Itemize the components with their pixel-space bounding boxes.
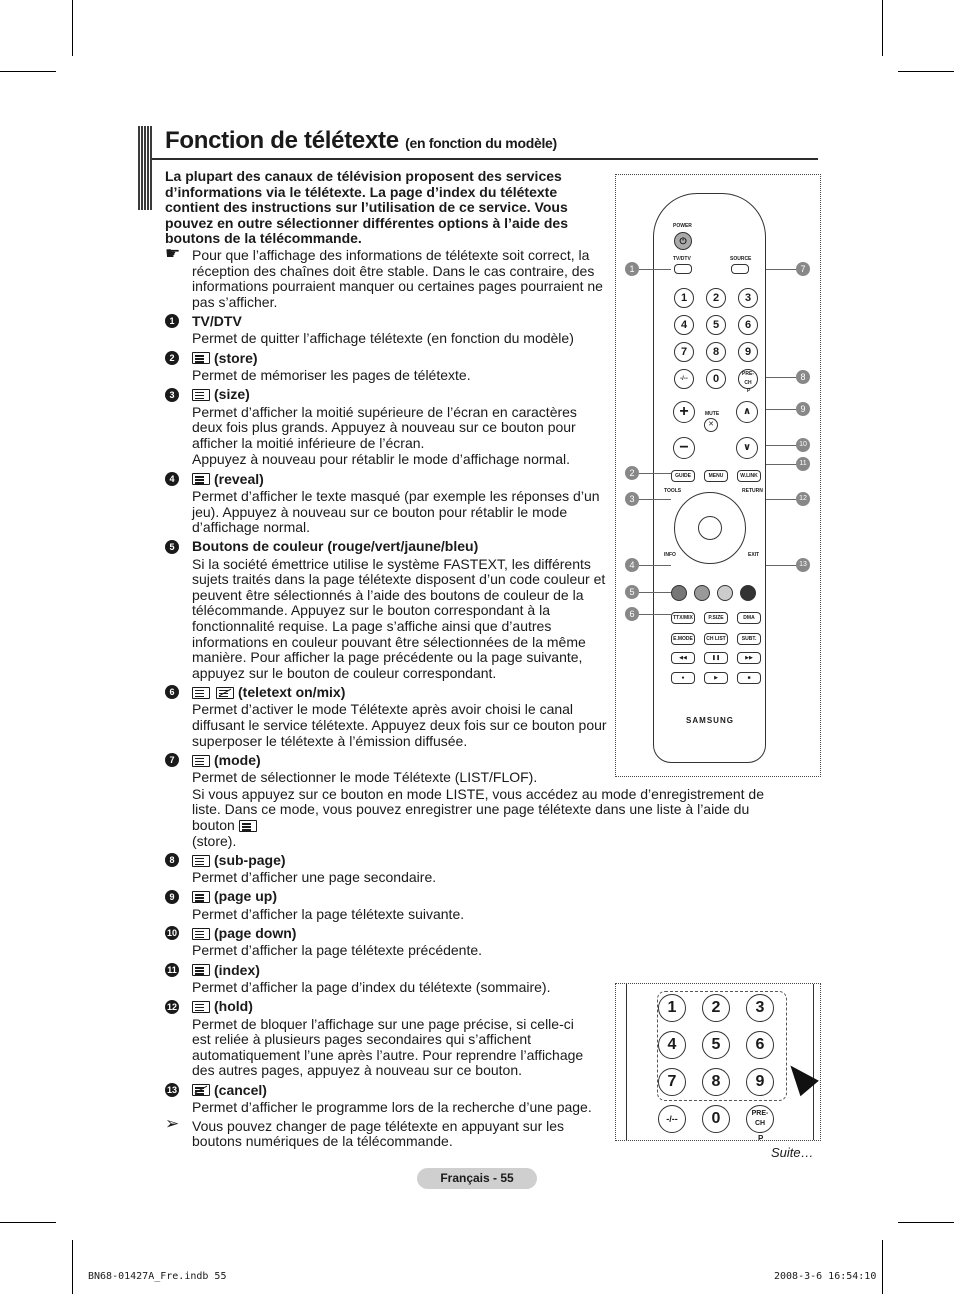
number-key: 9 [746, 1068, 774, 1096]
note [165, 243, 610, 310]
item-heading [192, 471, 610, 488]
number-button: 5 [706, 315, 726, 335]
page-up-icon [192, 891, 210, 903]
item-desc: Permet de sélectionner le mode Télétexte (LIST/FLOF). [192, 769, 538, 786]
number-key: 6 [746, 1031, 774, 1059]
callout-5: 5 [625, 585, 639, 599]
callout-3: 3 [625, 492, 639, 506]
callout-line [766, 269, 796, 270]
sub-page-icon [192, 855, 210, 867]
item-desc-2: Appuyez à nouveau pour rétablir le mode d’affichage normal. [192, 451, 570, 468]
item-label: (teletext on/mix) [238, 684, 346, 701]
item-number: 4 [165, 472, 179, 486]
number-key: 3 [746, 994, 774, 1022]
callout-4: 4 [625, 558, 639, 572]
crop-mark [882, 0, 883, 56]
item-heading [192, 539, 610, 556]
chevron-down-icon: ∨ [742, 442, 752, 453]
item-label: (page down) [214, 925, 297, 942]
psize-button: P.SIZE [704, 612, 728, 624]
item-desc: Permet d’afficher le texte masqué (par exemple les réponses d’un jeu). Appuyez à nouveau sur ce bouton pour rétablir le mode d’affichage normal. [192, 487, 600, 536]
item-page-up [165, 889, 610, 923]
emode-button: E.MODE [671, 633, 695, 645]
callout-7: 7 [796, 262, 810, 276]
callout-1: 1 [625, 262, 639, 276]
yellow-button [717, 585, 733, 601]
item-desc: Si la société émettrice utilise le système FASTEXT, les différents sujets traités dans la page télétexte disposent d’un code couleur et peuvent être sélectionnés à l’aide des boutons de couleur de la télécommande. Appuyez sur le bouton correspondant à la fonctionnalité requise. La page s’affiche ainsi que d’autres informations en couleur pouvant être sélectionnées de la même manière. Pour afficher la page précédente ou la page suivante, appuyez sur le bouton de couleur correspondant. [192, 555, 606, 681]
number-key: 5 [702, 1031, 730, 1059]
record-button [671, 672, 695, 684]
callout-13: 13 [796, 558, 810, 572]
exit-label: EXIT [748, 552, 760, 558]
number-key: 2 [702, 994, 730, 1022]
item-number: 7 [165, 753, 179, 767]
number-button: 0 [706, 369, 726, 389]
item-label: (mode) [214, 751, 261, 768]
callout-line [766, 445, 796, 446]
mute-icon: ✕ [708, 421, 714, 428]
item-teletext-mix [165, 684, 610, 749]
number-button: 6 [738, 315, 758, 335]
item-number: 13 [166, 1084, 177, 1095]
stop-button [737, 672, 761, 684]
number-button: 7 [674, 342, 694, 362]
item-hold [165, 999, 610, 1079]
item-desc-2 [192, 787, 795, 849]
mute-label: MUTE [705, 411, 720, 417]
number-key: 4 [658, 1031, 686, 1059]
callout-line [639, 473, 671, 474]
power-label: POWER [673, 223, 692, 229]
callout-line [639, 499, 671, 500]
item-label: (index) [214, 961, 260, 978]
item-number: 12 [166, 1001, 177, 1012]
subt-button: SUBT. [737, 633, 761, 645]
number-key: 1 [658, 994, 686, 1022]
prech-key: PRE-CH [746, 1105, 774, 1133]
rewind-button [671, 652, 695, 664]
number-button: 9 [738, 342, 758, 362]
item-number: 11 [165, 963, 179, 977]
callout-9: 9 [796, 402, 810, 416]
number-key: 8 [702, 1068, 730, 1096]
item-desc-2-text: Si vous appuyez sur ce bouton en mode LISTE, vous accédez au mode d’enregistrement de liste. Dans ce mode, vous pouvez enregistrer une page télétexte dans une liste à l’aide du bouton [192, 785, 765, 833]
item-heading [192, 1082, 610, 1099]
record-icon: ● [681, 675, 685, 681]
tvdtv-button [674, 264, 692, 274]
item-heading [192, 387, 610, 404]
item-number: 1 [165, 314, 179, 328]
item-desc: Permet d’afficher la page télétexte suivante. [192, 905, 465, 922]
item-desc: Permet d’afficher la page télétexte précédente. [192, 942, 483, 959]
print-date-info: 2008-3-6 16:54:10 [774, 1271, 877, 1282]
green-button [694, 585, 710, 601]
item-label: (sub-page) [214, 851, 286, 868]
item-label: TV/DTV [192, 313, 242, 330]
item-desc: Permet de mémoriser les pages de télétexte. [192, 366, 471, 383]
item-heading [192, 925, 610, 942]
chevron-up-icon: ∧ [742, 406, 752, 417]
item-store [165, 350, 610, 384]
cancel-icon [192, 1084, 210, 1096]
page-title [165, 127, 557, 155]
number-key: 7 [658, 1068, 686, 1096]
source-label: SOURCE [730, 256, 752, 262]
callout-line [639, 565, 671, 566]
pause-button [704, 652, 728, 664]
callout-line [766, 409, 796, 410]
crop-mark [72, 1240, 73, 1294]
mute-button [704, 418, 718, 432]
blue-button [740, 585, 756, 601]
title-bar-decoration [138, 126, 152, 210]
stop-icon: ■ [747, 675, 751, 681]
number-key: 0 [702, 1105, 730, 1133]
pause-icon: ❚❚ [711, 655, 721, 661]
item-desc: Permet de quitter l’affichage télétexte (en fonction du modèle) [192, 330, 574, 347]
prech-button: PRE-CH [738, 369, 758, 389]
item-desc: Permet d’afficher la page d’index du télétexte (sommaire). [192, 978, 551, 995]
number-button: 4 [674, 315, 694, 335]
play-icon: ▶ [714, 675, 718, 681]
item-number: 3 [165, 388, 179, 402]
callout-line [766, 377, 796, 378]
crop-mark [882, 1240, 883, 1294]
title-subtitle: (en fonction du modèle) [405, 135, 557, 151]
item-label: (cancel) [214, 1081, 267, 1098]
item-tvdtv [165, 313, 610, 347]
title-rule [152, 158, 818, 160]
samsung-logo: SAMSUNG [686, 716, 734, 725]
power-icon: ⏻ [679, 236, 687, 246]
number-button: 8 [706, 342, 726, 362]
reveal-icon [192, 473, 210, 485]
volume-down-button: − [673, 437, 695, 459]
remote-control [653, 193, 766, 763]
tools-label: TOOLS [664, 488, 682, 494]
callout-line [766, 565, 796, 566]
callout-12: 12 [796, 492, 810, 506]
item-heading [192, 313, 610, 330]
item-heading [192, 350, 610, 367]
print-file-info: BN68-01427A_Fre.indb 55 [88, 1271, 227, 1282]
page-down-icon [192, 928, 210, 940]
item-number: 2 [165, 351, 179, 365]
item-desc-3-text: (store). [192, 832, 237, 849]
crop-mark [0, 1222, 56, 1223]
item-label: Boutons de couleur (rouge/vert/jaune/bleu) [192, 538, 479, 555]
callout-10: 10 [796, 438, 810, 452]
item-label: (size) [214, 386, 250, 403]
item-heading [192, 852, 610, 869]
tvdtv-label: TV/DTV [673, 256, 691, 262]
item-heading [192, 684, 610, 701]
menu-button: MENU [704, 470, 728, 482]
store-icon [192, 352, 210, 364]
ttx-mix-button: TTX/MIX [671, 612, 695, 624]
item-number: 6 [165, 685, 179, 699]
return-label: RETURN [742, 488, 763, 494]
number-keys-illustration [615, 983, 821, 1141]
callout-2: 2 [625, 466, 639, 480]
callout-line [639, 269, 671, 270]
item-number: 5 [165, 540, 179, 554]
continued-label: Suite… [771, 1145, 814, 1160]
callout-line [766, 499, 796, 500]
callout-line [639, 614, 671, 615]
crop-mark [0, 71, 56, 72]
hold-icon [192, 1001, 210, 1013]
intro-paragraph: La plupart des canaux de télévision proposent des services d’informations via le télétexte. La page d’index du télétexte contient des instructions sur l’utilisation de ce service. Vous pouvez en outre sélectionner différentes options à l’aide des boutons de la télécommande. [165, 168, 568, 247]
item-cancel [165, 1082, 610, 1116]
callout-6: 6 [625, 607, 639, 621]
item-desc: Permet de bloquer l’affichage sur une page précise, si celle-ci est reliée à plusieurs pages secondaires qui s’affichent automatiquement l’une après l’autre. Pour reprendre l’affichage des autres pages, appuyez à nouveau sur ce bouton. [192, 1015, 584, 1079]
item-number: 10 [166, 928, 177, 939]
number-button: 2 [706, 288, 726, 308]
number-button: 1 [674, 288, 694, 308]
mix-icon [216, 687, 234, 699]
chlist-button: CH LIST [704, 633, 728, 645]
callout-11: 11 [796, 457, 810, 471]
wlink-button: W.LINK [737, 470, 761, 482]
dma-button: DMA [737, 612, 761, 624]
callout-8: 8 [796, 370, 810, 384]
item-desc: Permet d’afficher le programme lors de la recherche d’une page. [192, 1098, 592, 1115]
number-button: 3 [738, 288, 758, 308]
pointing-hand-icon: ☛ [165, 243, 181, 263]
title-text: Fonction de télétexte [165, 127, 399, 154]
item-heading [192, 999, 610, 1016]
item-label: (hold) [214, 998, 253, 1015]
dash-key: -/-- [658, 1105, 686, 1133]
dash-button: -/-- [674, 369, 694, 389]
item-heading [192, 962, 610, 979]
item-number: 9 [165, 890, 179, 904]
guide-button: GUIDE [671, 470, 695, 482]
callout-line [639, 592, 671, 593]
item-label: (page up) [214, 888, 277, 905]
teletext-icon [192, 687, 210, 699]
item-page-down [165, 925, 610, 959]
item-desc: Permet d’afficher la moitié supérieure de l’écran en caractères deux fois plus grands. Appuyez à nouveau sur ce bouton pour afficher la moitié inférieure de l’écran. [192, 403, 577, 451]
item-label: (store) [214, 349, 258, 366]
item-sub-page [165, 852, 610, 886]
source-button [731, 264, 749, 274]
tip-text: Vous pouvez changer de page télétexte en appuyant sur les boutons numériques de la télécommande. [192, 1117, 565, 1150]
p-label: P [747, 388, 751, 394]
info-label: INFO [664, 552, 676, 558]
forward-icon: ▶▶ [745, 655, 753, 661]
item-desc: Permet d’activer le mode Télétexte après avoir choisi le canal diffusant le service télétexte. Appuyez deux fois sur ce bouton pour superposer le télétexte à l’émission diffusée. [192, 701, 607, 749]
callout-line [766, 464, 796, 465]
size-icon [192, 389, 210, 401]
power-button [674, 232, 692, 250]
item-heading [192, 889, 610, 906]
volume-up-button: + [673, 401, 695, 423]
crop-mark [898, 1222, 954, 1223]
mode-icon [192, 755, 210, 767]
play-button [704, 672, 728, 684]
forward-button [737, 652, 761, 664]
remote-illustration [615, 174, 821, 777]
note-text: Pour que l’affichage des informations de télétexte soit correct, la réception des chaînes doit être stable. Dans le cas contraire, des informations pourraient manquer ou certaines pages pourraient ne pas s’afficher. [192, 246, 603, 310]
rewind-icon: ◀◀ [679, 655, 687, 661]
enter-button [698, 516, 722, 540]
tip [165, 1113, 610, 1150]
store-icon [239, 820, 257, 832]
page-number: Français - 55 [417, 1168, 537, 1189]
red-button [671, 585, 687, 601]
item-number: 8 [165, 853, 179, 867]
p-label: P [758, 1134, 764, 1141]
item-label: (reveal) [214, 470, 264, 487]
item-desc: Permet d’afficher une page secondaire. [192, 869, 437, 886]
index-icon [192, 964, 210, 976]
arrow-right-icon: ➢ [165, 1113, 180, 1133]
crop-mark [898, 71, 954, 72]
item-size [165, 387, 610, 468]
channel-down-button [736, 437, 758, 459]
item-index [165, 962, 610, 996]
item-color-buttons [165, 539, 610, 682]
item-reveal [165, 471, 610, 536]
channel-up-button [736, 401, 758, 423]
crop-mark [72, 0, 73, 56]
